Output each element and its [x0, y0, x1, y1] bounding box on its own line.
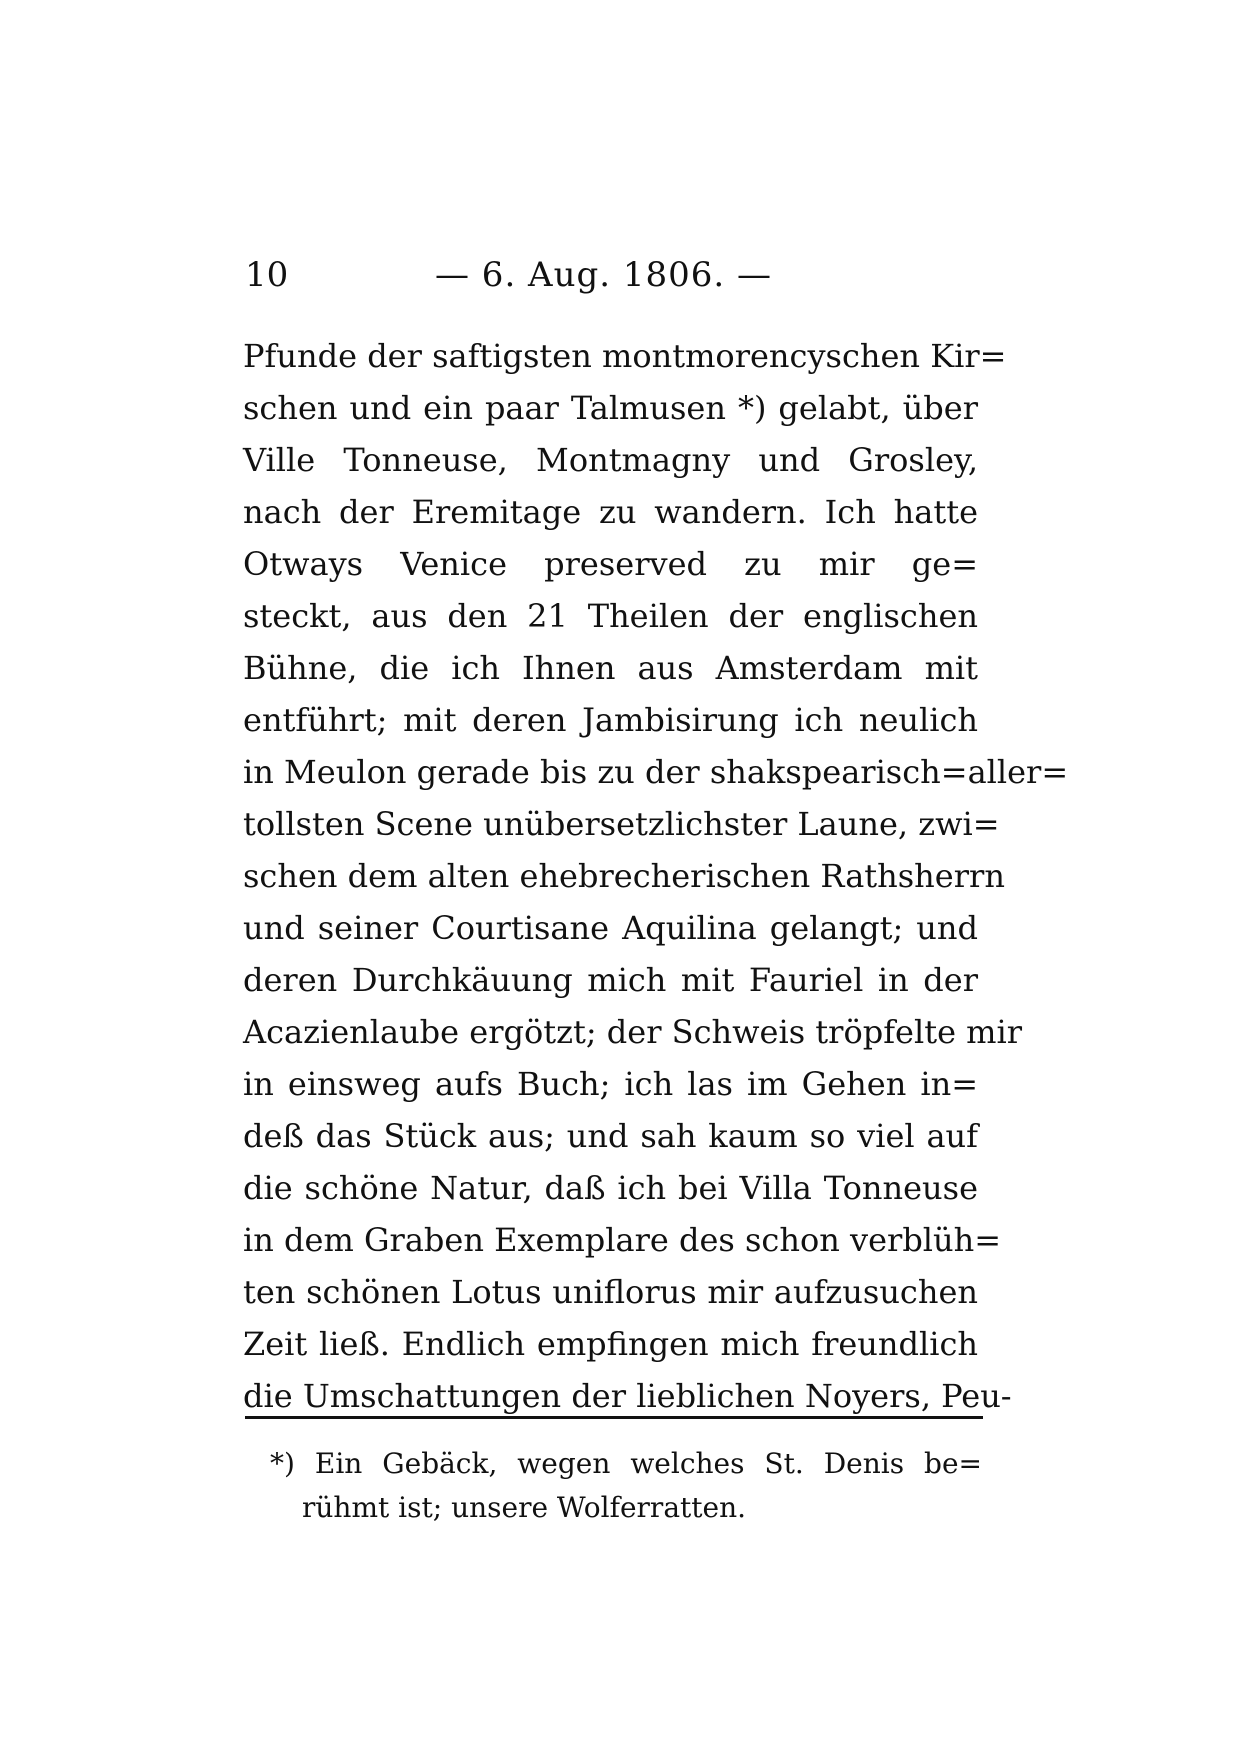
text-line: in einsweg aufs Buch; ich las im Gehen in=: [243, 1065, 978, 1103]
text-line: deren Durchkäuung mich mit Fauriel in der: [243, 961, 978, 999]
text-line: Zeit ließ. Endlich empfingen mich freundlich: [243, 1325, 978, 1363]
text-line: Otways Venice preserved zu mir ge=: [243, 545, 978, 583]
text-line: entführt; mit deren Jambisirung ich neulich: [243, 701, 978, 739]
text-line: schen und ein paar Talmusen *) gelabt, über: [243, 389, 978, 427]
text-line: und seiner Courtisane Aquilina gelangt; und: [243, 909, 978, 947]
page-header: [245, 250, 965, 300]
text-line: die schöne Natur, daß ich bei Villa Tonneuse: [243, 1169, 978, 1207]
text-line: Bühne, die ich Ihnen aus Amsterdam mit: [243, 649, 978, 687]
footnote-divider: [245, 1416, 983, 1419]
footnote: [270, 1442, 982, 1530]
text-line: steckt, aus den 21 Theilen der englischen: [243, 597, 978, 635]
text-line: ten schönen Lotus uniflorus mir aufzusuchen: [243, 1273, 978, 1311]
text-line: schen dem alten ehebrecherischen Rathsherrn: [243, 857, 1005, 895]
text-line: Ville Tonneuse, Montmagny und Grosley,: [243, 441, 978, 479]
page-number: 10: [245, 255, 289, 295]
footnote-line: rühmt ist; unsere Wolferratten.: [302, 1491, 747, 1524]
main-text-block: [243, 330, 1069, 1422]
text-line: in Meulon gerade bis zu der shakspearisch=aller=: [243, 753, 1069, 791]
text-line: deß das Stück aus; und sah kaum so viel auf: [243, 1117, 978, 1155]
footnote-line: *) Ein Gebäck, wegen welches St. Denis be=: [270, 1447, 982, 1480]
text-line: Pfunde der saftigsten montmorencyschen Kir=: [243, 337, 1007, 375]
text-line: in dem Graben Exemplare des schon verblüh=: [243, 1221, 1002, 1259]
text-line: tollsten Scene unübersetzlichster Laune, zwi=: [243, 805, 1000, 843]
text-line: die Umschattungen der lieblichen Noyers, Peu-: [243, 1377, 1012, 1415]
running-head: — 6. Aug. 1806. —: [435, 255, 773, 295]
text-line: Acazienlaube ergötzt; der Schweis tröpfelte mir: [243, 1013, 1023, 1051]
text-line: nach der Eremitage zu wandern. Ich hatte: [243, 493, 978, 531]
